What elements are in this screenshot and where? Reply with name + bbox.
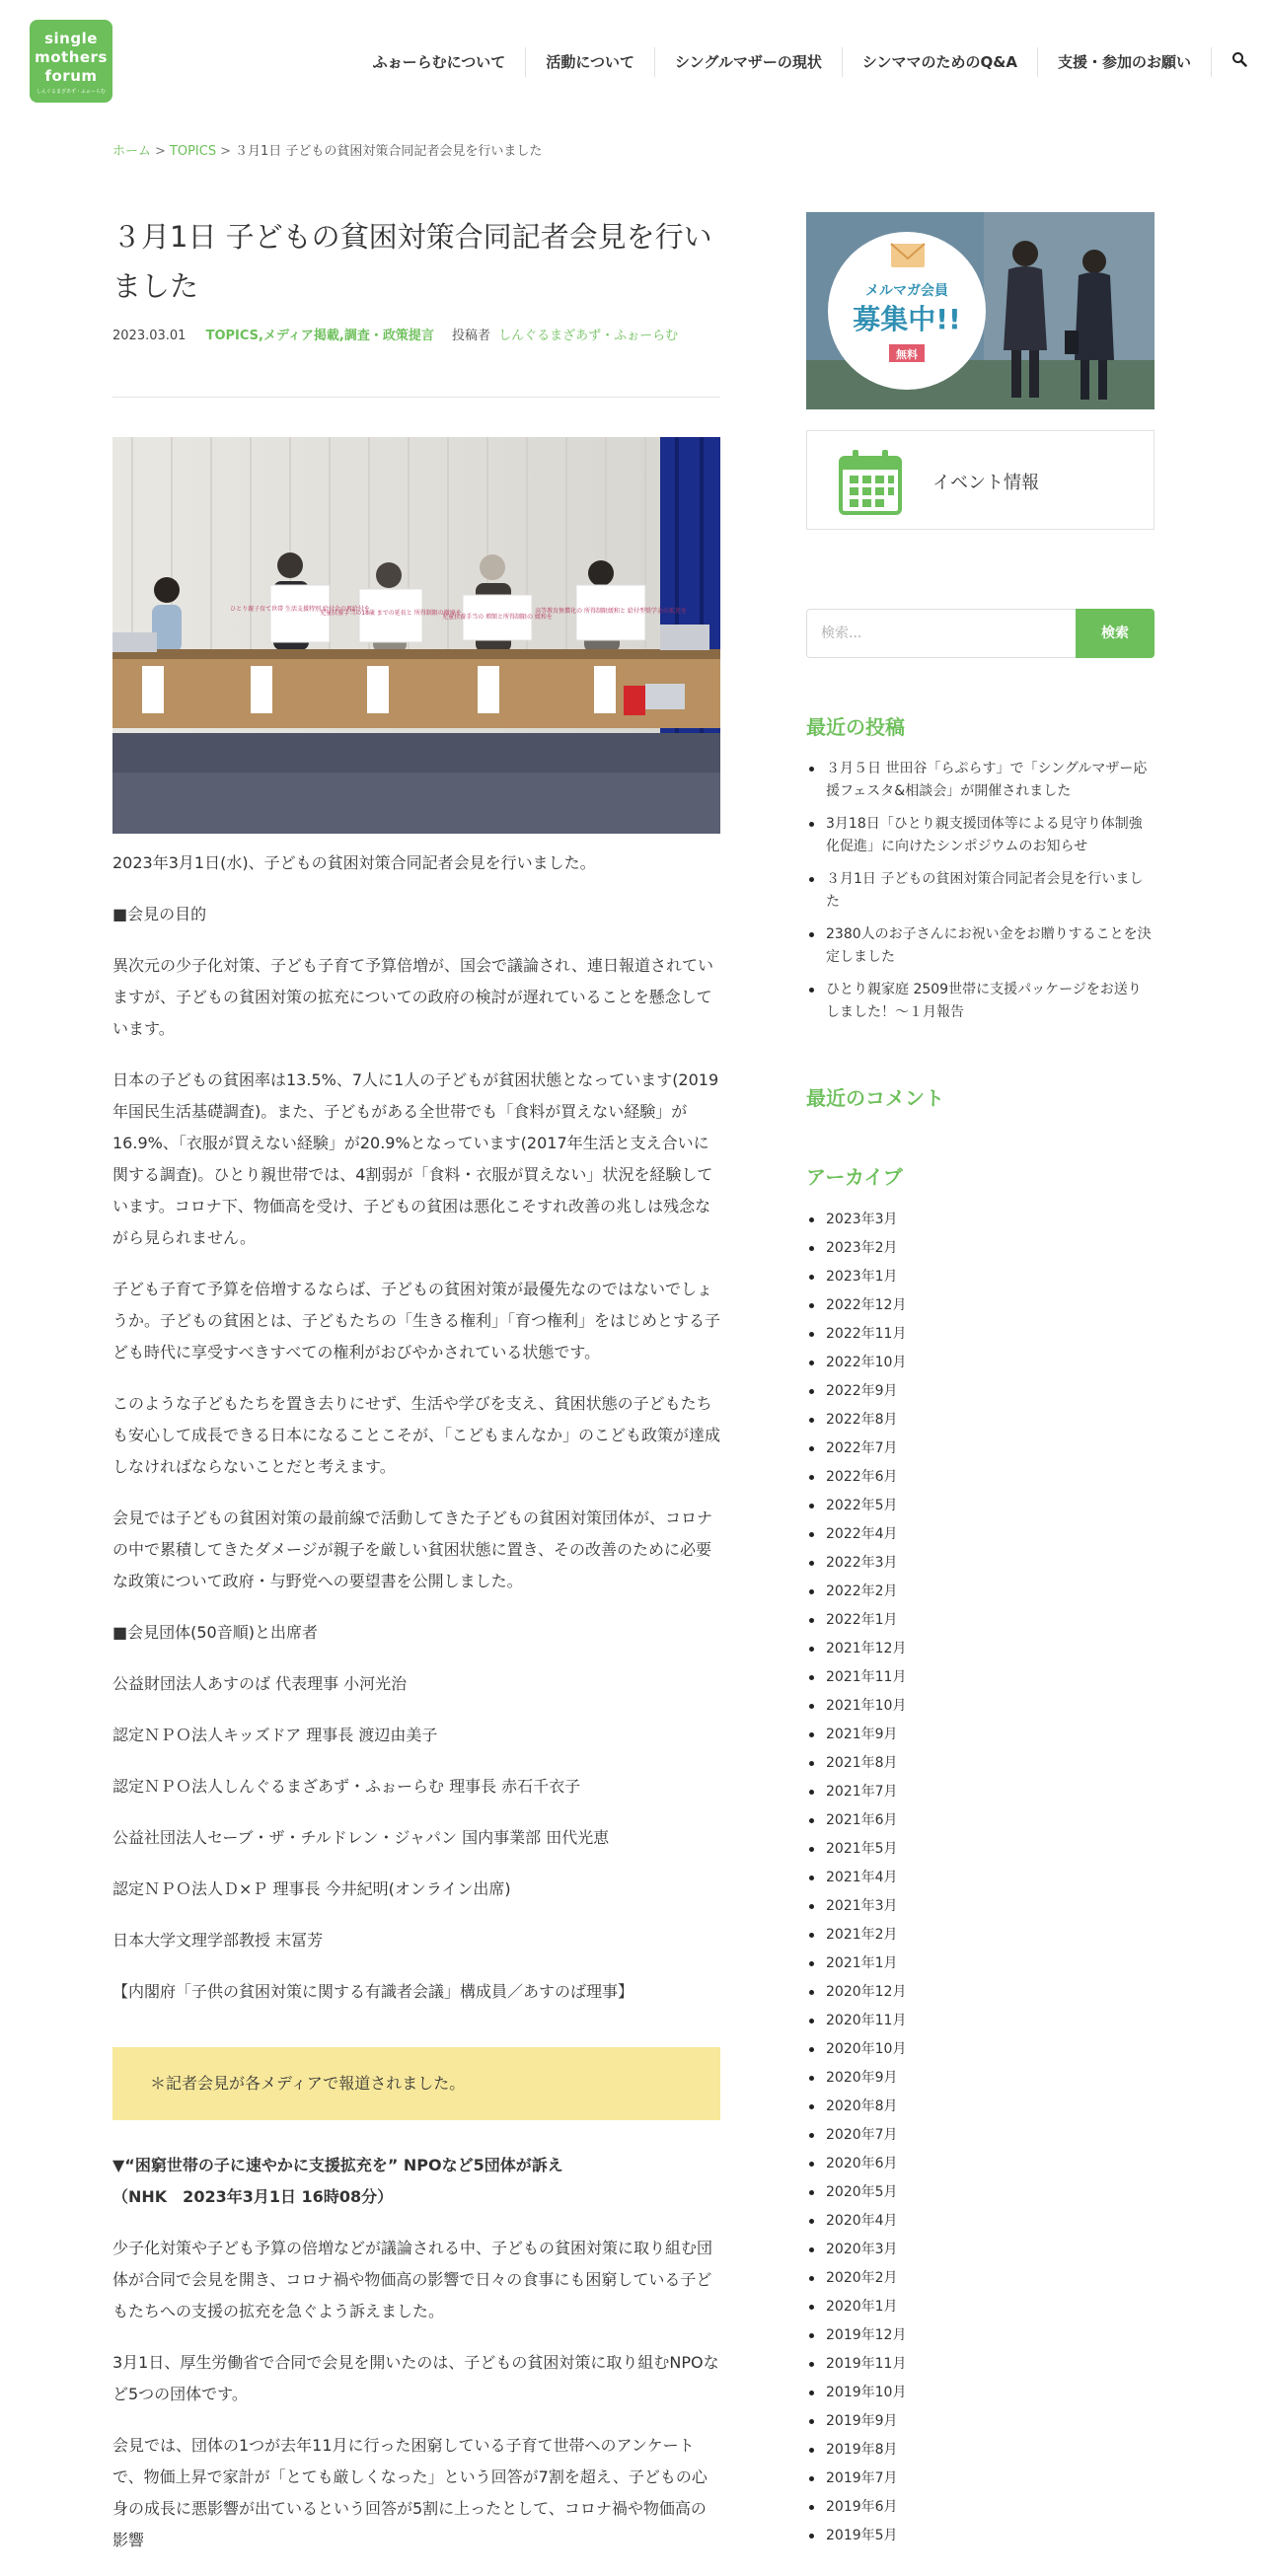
- paragraph: 日本の子どもの貧困率は13.5%、7人に1人の子どもが貧困状態となっています(2019年国民生活基礎調査)。また、子どもがある全世帯でも「食料が買えない経験」が16.9%、「衣服が買えない経験」が20.9%となっています(2017年生活と支え合いに関する調査)。ひとり親世帯では、4割弱が「食料・衣服が買えない」状況を経験しています。コロナ下、物価高を受け、子どもの貧困は悪化こそすれ改善の兆しは残念ながら見られません。: [112, 1070, 719, 1247]
- archive-link[interactable]: 2022年12月: [806, 1291, 1155, 1320]
- archive-link[interactable]: 2022年3月: [806, 1549, 1155, 1578]
- archive-link[interactable]: 2020年1月: [806, 2293, 1155, 2321]
- archive-link[interactable]: 2021年2月: [806, 1921, 1155, 1950]
- paragraph: 2023年3月1日(水)、子どもの貧困対策合同記者会見を行いました。: [112, 853, 596, 872]
- archive-link[interactable]: 2019年12月: [806, 2321, 1155, 2350]
- archive-link[interactable]: 2021年11月: [806, 1663, 1155, 1692]
- post-meta: [112, 325, 720, 343]
- nav-item-about[interactable]: ふぉーらむについて: [353, 47, 527, 77]
- search-icon[interactable]: [1212, 47, 1247, 77]
- archive-link[interactable]: 2021年1月: [806, 1950, 1155, 1978]
- sidebar-search: [806, 609, 1155, 658]
- recent-comments-title: 最近のコメント: [806, 1086, 944, 1110]
- nav-item-qa[interactable]: シンママのためのQ&A: [843, 47, 1038, 77]
- logo-text-3: forum: [44, 67, 98, 85]
- archive-link[interactable]: 2023年1月: [806, 1263, 1155, 1291]
- archive-title: アーカイブ: [806, 1165, 903, 1189]
- archive-link[interactable]: 2021年9月: [806, 1721, 1155, 1749]
- archive-link[interactable]: 2020年12月: [806, 1978, 1155, 2007]
- site-logo[interactable]: [30, 20, 112, 103]
- media-callout: ＊記者会見が各メディアで報道されました。: [112, 2047, 720, 2120]
- breadcrumb-sep: >: [155, 144, 166, 159]
- archive-link[interactable]: 2021年8月: [806, 1749, 1155, 1778]
- archive-link[interactable]: 2020年9月: [806, 2064, 1155, 2093]
- archive-link[interactable]: 2019年7月: [806, 2465, 1155, 2493]
- nav-item-situation[interactable]: シングルマザーの現状: [655, 47, 843, 77]
- recent-posts-widget: [806, 712, 1155, 1024]
- paragraph: 異次元の少子化対策、子ども子育て予算倍増が、国会で議論され、連日報道されていますが、子どもの貧困対策の拡充についての政府の検討が遅れていることを懸念しています。: [112, 956, 713, 1038]
- site-header: [0, 0, 1267, 123]
- archive-link[interactable]: 2019年8月: [806, 2436, 1155, 2465]
- newsletter-banner[interactable]: [806, 212, 1155, 409]
- search-input[interactable]: 検索...: [806, 609, 1076, 658]
- archive-list: [806, 1206, 1155, 2550]
- paragraph: ■会見団体(50音順)と出席者: [112, 1623, 318, 1642]
- archive-link[interactable]: 2020年6月: [806, 2150, 1155, 2178]
- divider: [112, 397, 720, 398]
- archive-link[interactable]: 2019年5月: [806, 2522, 1155, 2550]
- archive-link[interactable]: 2021年10月: [806, 1692, 1155, 1721]
- recent-post-link[interactable]: ３月５日 世田谷「らぷらす」で「シングルマザー応援フェスタ&相談会」が開催されました: [806, 758, 1155, 803]
- news-heading: [112, 2150, 720, 2213]
- archive-link[interactable]: 2022年4月: [806, 1520, 1155, 1549]
- paragraph: 公益社団法人セーブ・ザ・チルドレン・ジャパン 国内事業部 田代光恵: [112, 1828, 610, 1847]
- banner-line-2: 募集中!!: [853, 303, 961, 335]
- sign-text-2: 児童扶養手当の18歳 までの延長と 所得制限の撤廃を: [320, 610, 462, 617]
- breadcrumb-home[interactable]: ホーム: [112, 144, 152, 159]
- main-nav: [353, 47, 1247, 77]
- archive-link[interactable]: 2019年6月: [806, 2493, 1155, 2522]
- paragraph: 公益財団法人あすのば 代表理事 小河光治: [112, 1674, 408, 1693]
- paragraph: 【内閣府「子供の貧困対策に関する有識者会議」構成員／あすのば理事】: [112, 1982, 634, 2001]
- post-body: [112, 847, 720, 2556]
- logo-text-2: mothers: [35, 48, 108, 66]
- archive-link[interactable]: 2020年2月: [806, 2264, 1155, 2293]
- archive-link[interactable]: 2021年3月: [806, 1892, 1155, 1921]
- banner-line-1: メルマガ会員: [865, 283, 948, 299]
- archive-link[interactable]: 2021年5月: [806, 1835, 1155, 1864]
- event-info-label: イベント情報: [932, 473, 1039, 493]
- breadcrumb-sep: >: [220, 144, 232, 159]
- post-author[interactable]: しんぐるまざあず・ふぉーらむ: [498, 329, 679, 343]
- archive-link[interactable]: 2021年6月: [806, 1806, 1155, 1835]
- breadcrumb-topics[interactable]: TOPICS: [169, 144, 217, 159]
- main-content: [112, 212, 720, 2576]
- paragraph: このような子どもたちを置き去りにせず、生活や学びを支え、貧困状態の子どもたちも安心して成長できる日本になることこそが、「こどもまんなか」のこども政策が達成しなければならないことだと考えます。: [112, 1394, 721, 1476]
- breadcrumb: [112, 140, 542, 159]
- archive-link[interactable]: 2020年8月: [806, 2093, 1155, 2121]
- archive-link[interactable]: 2020年5月: [806, 2178, 1155, 2207]
- newsletter-banner-art: [806, 212, 1155, 409]
- sidebar: [806, 212, 1155, 2550]
- paragraph: ■会見の目的: [112, 905, 207, 923]
- post-categories[interactable]: TOPICS,メディア掲載,調査・政策提言: [205, 329, 434, 343]
- search-icon-glyph: [1231, 51, 1247, 67]
- archive-link[interactable]: 2022年10月: [806, 1349, 1155, 1377]
- sign-text-4: 高等教育無償化の 所得制限緩和と 給付型奨学金の拡充を: [535, 608, 687, 615]
- archive-link[interactable]: 2023年2月: [806, 1234, 1155, 1263]
- paragraph: 会見では子どもの貧困対策の最前線で活動してきた子どもの貧困対策団体が、コロナの中で累積してきたダメージが親子を厳しい貧困状態に置き、その改善のために必要な政策について政府・与野党への要望書を公開しました。: [112, 1509, 713, 1590]
- archive-link[interactable]: 2022年7月: [806, 1435, 1155, 1463]
- news-heading-title: ▼“困窮世帯の子に速やかに支援拡充を” NPOなど5団体が訴え: [112, 2156, 563, 2174]
- logo-subtext: しんぐるまざあず・ふぉーらむ: [36, 89, 106, 95]
- paragraph: 日本大学文理学部教授 末冨芳: [112, 1931, 324, 1950]
- calendar-icon: [839, 448, 902, 515]
- logo-text-1: single: [44, 30, 98, 47]
- archive-link[interactable]: 2020年7月: [806, 2121, 1155, 2150]
- archive-widget: [806, 1162, 1155, 2550]
- banner-badge: 無料: [896, 348, 918, 361]
- archive-link[interactable]: 2023年3月: [806, 1206, 1155, 1234]
- archive-link[interactable]: 2020年10月: [806, 2035, 1155, 2064]
- archive-link[interactable]: 2019年11月: [806, 2350, 1155, 2379]
- recent-post-link[interactable]: 2380人のお子さんにお祝い金をお贈りすることを決定しました: [806, 923, 1155, 969]
- post-date: 2023.03.01: [112, 329, 186, 343]
- recent-posts-title: 最近の投稿: [806, 715, 905, 739]
- press-conference-photo: [112, 437, 720, 834]
- recent-post-link[interactable]: ３月1日 子どもの貧困対策合同記者会見を行いました: [806, 868, 1155, 914]
- recent-post-link[interactable]: ひとり親家庭 2509世帯に支援パッケージをお送りしました！～１月報告: [806, 979, 1155, 1024]
- sign-text-1: ひとり親子育て世帯 生活支援特別 給付金の再給付を: [230, 606, 370, 613]
- archive-link[interactable]: 2022年5月: [806, 1492, 1155, 1520]
- recent-post-link[interactable]: 3月18日「ひとり親支援団体等による見守り体制強化促進」に向けたシンポジウムのお知らせ: [806, 813, 1155, 858]
- archive-link[interactable]: 2022年6月: [806, 1463, 1155, 1492]
- paragraph: 認定ＮＰＯ法人キッズドア 理事長 渡辺由美子: [112, 1726, 438, 1744]
- search-button[interactable]: 検索: [1076, 609, 1155, 658]
- archive-link[interactable]: 2020年11月: [806, 2007, 1155, 2035]
- event-info-link[interactable]: [806, 430, 1155, 530]
- paragraph: 会見では、団体の1つが去年11月に行った困窮している子育て世帯へのアンケートで、物価上昇で家計が「とても厳しくなった」という回答が7割を超え、子どもの心身の成長に悪影響が出ているという回答が5割に上ったとして、コロナ禍や物価高の影響: [112, 2436, 708, 2549]
- paragraph: 認定ＮＰＯ法人Ｄ×Ｐ 理事長 今井紀明(オンライン出席): [112, 1879, 511, 1898]
- archive-link[interactable]: 2019年9月: [806, 2407, 1155, 2436]
- sign-text-3: 児童扶養手当の 増額と所得制限の 緩和を: [442, 614, 553, 621]
- recent-comments-widget: [806, 1083, 1155, 1113]
- recent-posts-list: [806, 758, 1155, 1024]
- archive-link[interactable]: 2022年2月: [806, 1578, 1155, 1606]
- archive-link[interactable]: 2021年12月: [806, 1635, 1155, 1663]
- post-author-label: 投稿者: [451, 329, 490, 343]
- archive-link[interactable]: 2020年4月: [806, 2207, 1155, 2236]
- archive-link[interactable]: 2022年11月: [806, 1320, 1155, 1349]
- paragraph: 子ども子育て予算を倍増するならば、子どもの貧困対策が最優先なのではないでしょうか。子どもの貧困とは、子どもたちの「生きる権利」「育つ権利」をはじめとする子ども時代に享受すべきすべての権利がおびやかされている状態です。: [112, 1280, 721, 1362]
- archive-link[interactable]: 2021年4月: [806, 1864, 1155, 1892]
- archive-link[interactable]: 2022年1月: [806, 1606, 1155, 1635]
- paragraph: 認定ＮＰＯ法人しんぐるまざあず・ふぉーらむ 理事長 赤石千衣子: [112, 1777, 581, 1796]
- page-title: ３月1日 子どもの貧困対策合同記者会見を行いました: [112, 220, 712, 303]
- archive-link[interactable]: 2020年3月: [806, 2236, 1155, 2264]
- archive-link[interactable]: 2022年8月: [806, 1406, 1155, 1435]
- archive-link[interactable]: 2019年10月: [806, 2379, 1155, 2407]
- archive-link[interactable]: 2022年9月: [806, 1377, 1155, 1406]
- nav-item-activities[interactable]: 活動について: [526, 47, 655, 77]
- breadcrumb-current: ３月1日 子どもの貧困対策合同記者会見を行いました: [235, 144, 543, 159]
- archive-link[interactable]: 2021年7月: [806, 1778, 1155, 1806]
- nav-item-support[interactable]: 支援・参加のお願い: [1038, 47, 1212, 77]
- press-conference-illustration: [112, 437, 720, 834]
- paragraph: 3月1日、厚生労働省で合同で会見を開いたのは、子どもの貧困対策に取り組むNPOなど5つの団体です。: [112, 2353, 719, 2403]
- news-heading-source: （NHK 2023年3月1日 16時08分）: [112, 2187, 394, 2206]
- paragraph: 少子化対策や子ども予算の倍増などが議論される中、子どもの貧困対策に取り組む団体が合同で会見を開き、コロナ禍や物価高の影響で日々の食事にも困窮している子どもたちへの支援の拡充を急ぐよう訴えました。: [112, 2239, 713, 2320]
